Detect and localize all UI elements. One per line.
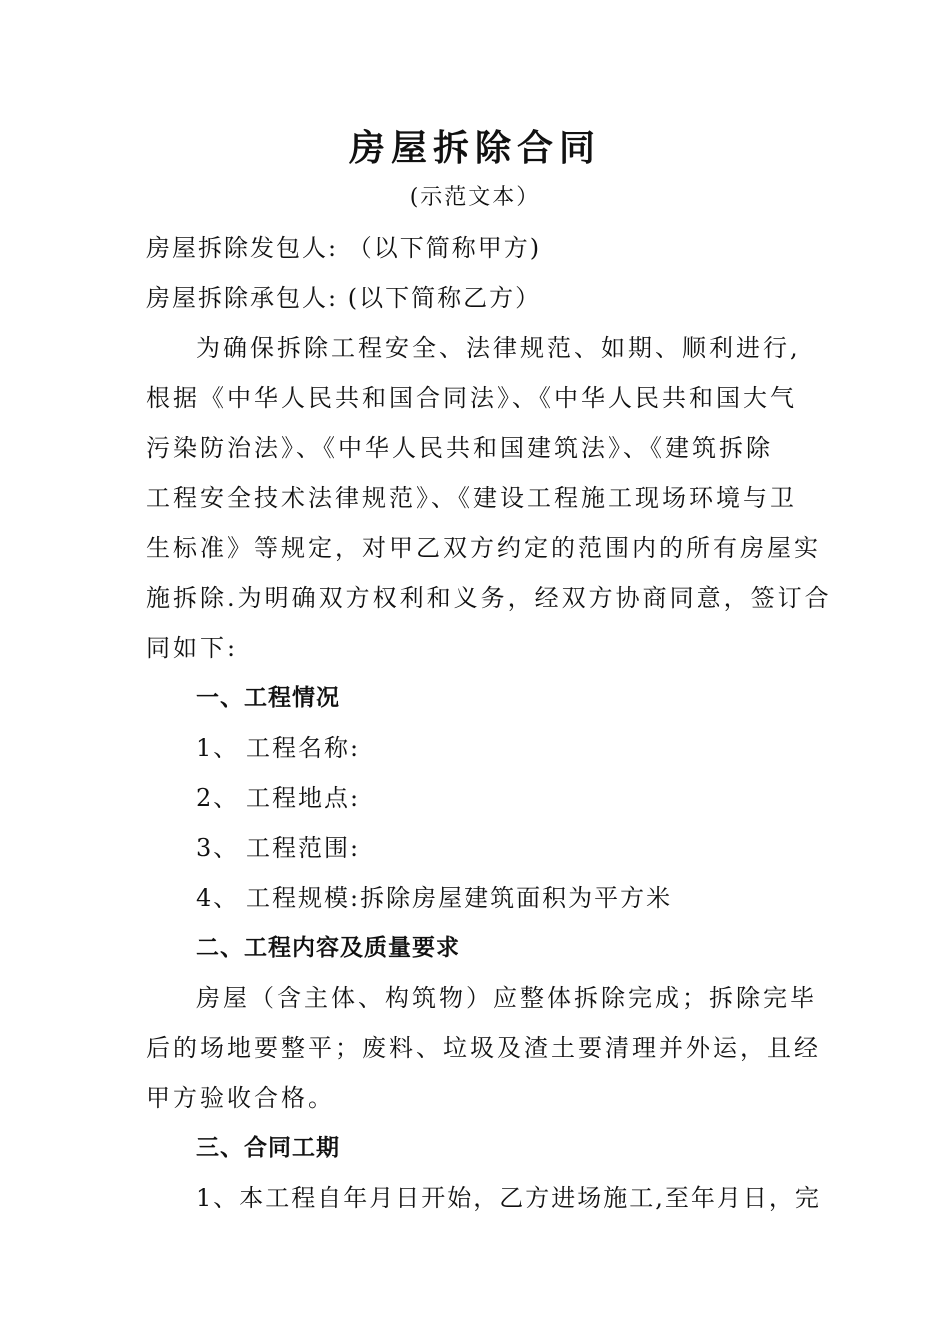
item-text: 工程规模:拆除房屋建筑面积为平方米 [246,884,673,912]
section-1-heading: 一、工程情况 [196,685,340,711]
intro-line: 施拆除.为明确双方权利和义务，经双方协商同意，签订合 [146,584,832,612]
party-b-line: 房屋拆除承包人: (以下简称乙方） [146,284,542,312]
section-2-heading: 二、工程内容及质量要求 [196,935,460,961]
intro-line: 工程安全技术法律规范》、《建设工程施工现场环境与卫 [146,484,797,512]
item-number: 4、 [196,884,240,912]
party-a-line: 房屋拆除发包人: （以下简称甲方) [146,234,542,262]
intro-line: 同如下: [146,634,239,662]
section-1-item [196,781,866,815]
section-2-line: 后的场地要整平；废料、垃圾及渣土要清理并外运，且经 [146,1034,821,1062]
item-text: 工程地点: [246,784,361,812]
item-number: 2、 [196,784,240,812]
item-number: 1、 [196,734,240,762]
section-2-line: 房屋（含主体、构筑物）应整体拆除完成；拆除完毕 [196,984,817,1012]
intro-line: 生标准》等规定，对甲乙双方约定的范围内的所有房屋实 [146,534,821,562]
section-3-heading: 三、合同工期 [196,1135,340,1161]
item-text: 工程名称: [246,734,361,762]
section-1-item [196,831,866,865]
section-1-item [196,731,866,765]
intro-line: 根据《中华人民共和国合同法》、《中华人民共和国大气 [146,384,797,412]
intro-line: 为确保拆除工程安全、法律规范、如期、顺利进行, [196,334,801,362]
section-1-item [196,881,866,915]
item-number: 3、 [196,834,240,862]
intro-line: 污染防治法》、《中华人民共和国建筑法》、《建筑拆除 [146,434,773,462]
document-title: 房屋拆除合同 [348,127,601,169]
item-text: 工程范围: [246,834,361,862]
document-subtitle: (示范文本） [409,185,541,210]
section-3-line: 1、本工程自年月日开始，乙方进场施工,至年月日，完 [196,1184,821,1212]
section-2-line: 甲方验收合格。 [146,1084,335,1112]
